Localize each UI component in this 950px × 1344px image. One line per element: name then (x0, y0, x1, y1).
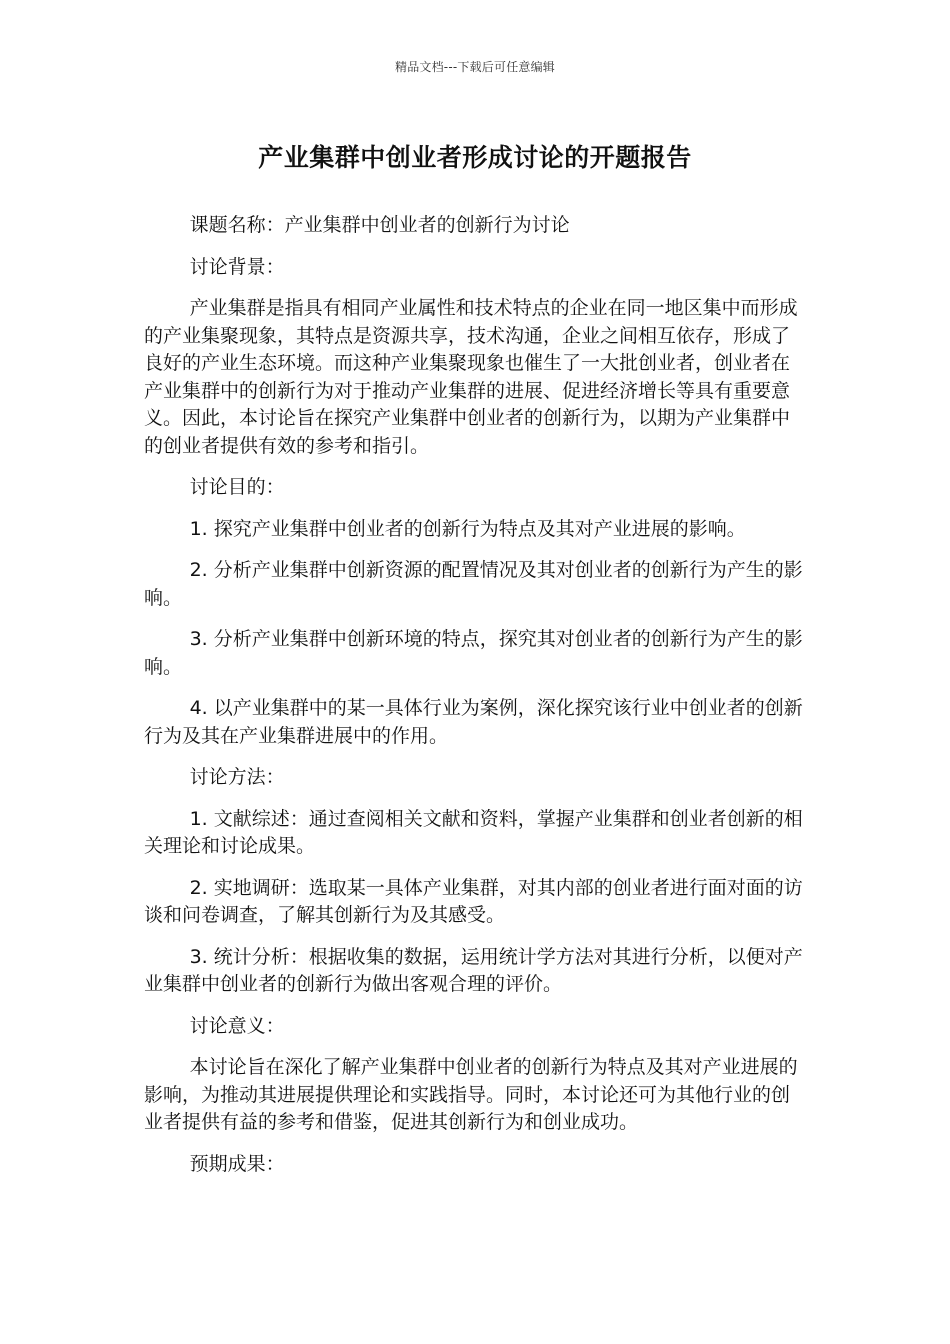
heading-purpose: 讨论目的： (189, 476, 285, 498)
purpose-item-1: 1. 探究产业集群中创业者的创新行为特点及其对产业进展的影响。 (189, 517, 746, 540)
document-body (144, 212, 804, 1192)
method-item-1: 1. 文献综述：通过查阅相关文献和资料，掌握产业集群和创业者创新的相关理论和讨论成果。 (144, 807, 803, 857)
heading-methods: 讨论方法： (189, 766, 285, 788)
paragraph-background: 产业集群是指具有相同产业属性和技术特点的企业在同一地区集中而形成的产业集聚现象，其特点是资源共享，技术沟通，企业之间相互依存，形成了良好的产业生态环境。而这种产业集聚现象也催生了一大批创业者，创业者在产业集群中的创新行为对于推动产业集群的进展、促进经济增长等具有重要意义。因此，本讨论旨在探究产业集群中创业者的创新行为，以期为产业集群中的创业者提供有效的参考和指引。 (144, 297, 798, 457)
heading-significance: 讨论意义： (189, 1014, 285, 1037)
heading-expected-results: 预期成果： (189, 1152, 285, 1175)
method-item-3: 3. 统计分析：根据收集的数据，运用统计学方法对其进行分析，以便对产业集群中创业者的创新行为做出客观合理的评价。 (144, 945, 803, 995)
purpose-item-4: 4. 以产业集群中的某一具体行业为案例，深化探究该行业中创业者的创新行为及其在产业集群进展中的作用。 (144, 697, 803, 747)
purpose-item-3: 3. 分析产业集群中创新环境的特点，探究其对创业者的创新行为产生的影响。 (144, 628, 803, 678)
document-title: 产业集群中创业者形成讨论的开题报告 (258, 143, 692, 172)
method-item-2: 2. 实地调研：选取某一具体产业集群，对其内部的创业者进行面对面的访谈和问卷调查，了解其创新行为及其感受。 (144, 876, 803, 926)
purpose-item-2: 2. 分析产业集群中创新资源的配置情况及其对创业者的创新行为产生的影响。 (144, 559, 803, 609)
paragraph-significance: 本讨论旨在深化了解产业集群中创业者的创新行为特点及其对产业进展的影响，为推动其进展提供理论和实践指导。同时，本讨论还可为其他行业的创业者提供有益的参考和借鉴，促进其创新行为和创业成功。 (144, 1056, 798, 1133)
heading-background: 讨论背景： (189, 255, 285, 278)
page-header: 精品文档---下载后可任意编辑 (395, 60, 555, 74)
paragraph-topic-name: 课题名称：产业集群中创业者的创新行为讨论 (189, 214, 570, 236)
